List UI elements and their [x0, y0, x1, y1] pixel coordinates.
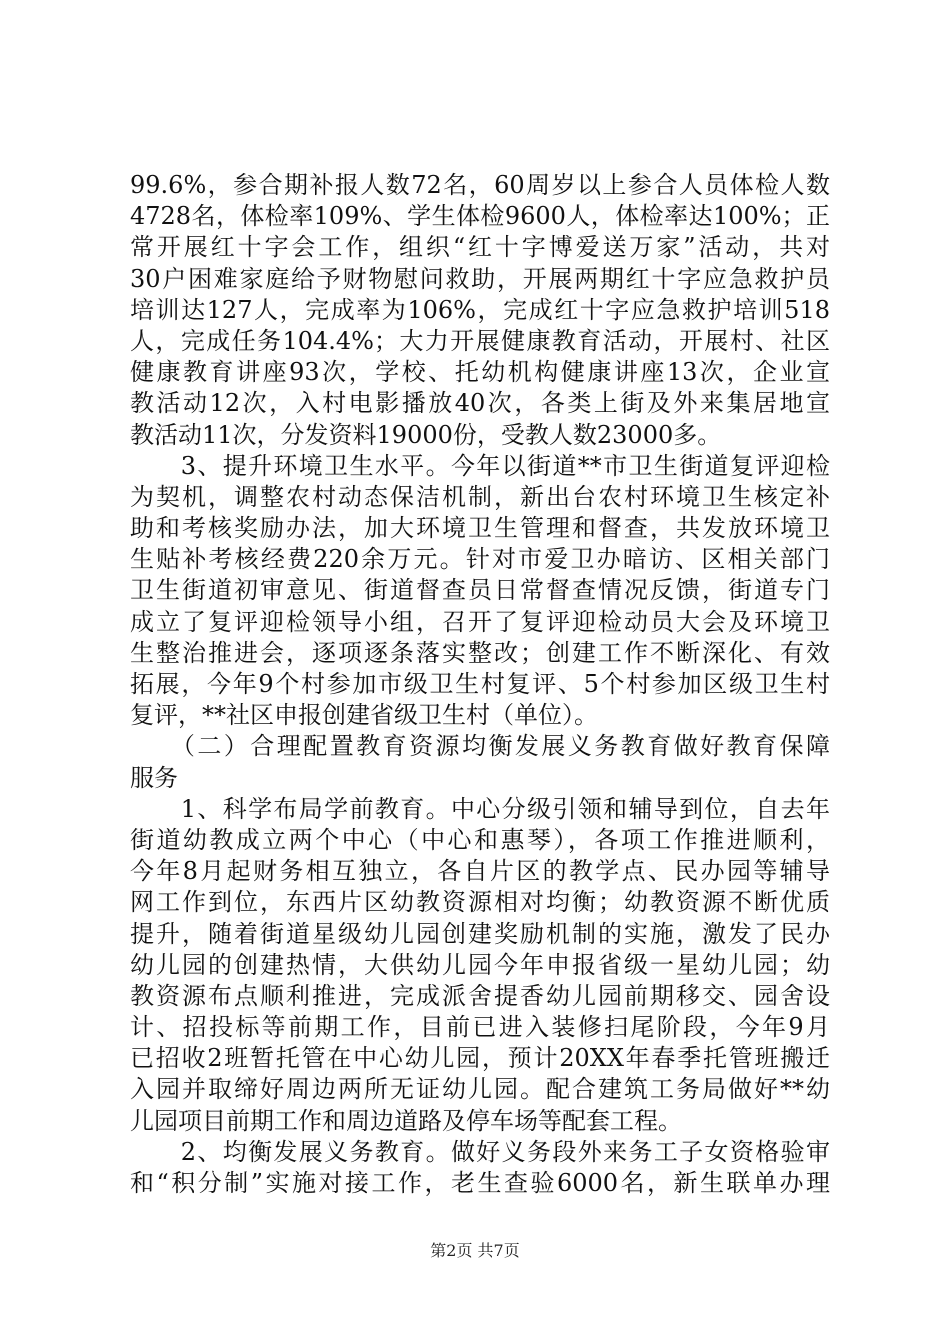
text-line: 入园并取缔好周边两所无证幼儿园。配合建筑工务局做好**幼: [130, 1075, 830, 1104]
text-line: 复评，**社区申报创建省级卫生村（单位）。: [130, 701, 598, 730]
text-line: （二）合理配置教育资源均衡发展义务教育做好教育保障: [130, 732, 830, 761]
text-line: 幼儿园的创建热情，大供幼儿园今年申报省级一星幼儿园；幼: [130, 950, 830, 979]
text-line: 教资源布点顺利推进，完成派舍提香幼儿园前期移交、园舍设: [130, 981, 830, 1010]
text-line: 3、提升环境卫生水平。今年以街道**市卫生街道复评迎检: [130, 451, 830, 480]
text-line: 2、均衡发展义务教育。做好义务段外来务工子女资格验审: [130, 1137, 830, 1166]
text-line: 拓展，今年9个村参加市级卫生村复评、5个村参加区级卫生村: [130, 670, 830, 698]
text-line: 已招收2班暂托管在中心幼儿园，预计20XX年春季托管班搬迁: [130, 1044, 830, 1073]
text-line: 教活动12次，入村电影播放40次，各类上街及外来集居地宣: [130, 389, 830, 418]
text-line: 和“积分制”实施对接工作，老生查验6000名，新生联单办理: [130, 1169, 830, 1197]
text-line: 人，完成任务104.4%；大力开展健康教育活动，开展村、社区: [130, 326, 830, 355]
text-line: 生贴补考核经费220余万元。针对市爱卫办暗访、区相关部门: [130, 545, 830, 574]
text-line: 街道幼教成立两个中心（中心和惠琴），各项工作推进顺利，: [130, 825, 830, 854]
text-line: 培训达127人，完成率为106%，完成红十字应急救护培训518: [130, 295, 830, 324]
text-line: 今年8月起财务相互独立，各自片区的教学点、民办园等辅导: [130, 857, 830, 886]
text-line: 教活动11次，分发资料19000份，受教人数23000多。: [130, 420, 722, 449]
text-line: 计、招投标等前期工作，目前已进入装修扫尾阶段，今年9月: [130, 1013, 830, 1042]
text-line: 为契机，调整农村动态保洁机制，新出台农村环境卫生核定补: [130, 482, 830, 511]
text-line: 30户困难家庭给予财物慰问救助，开展两期红十字应急救护员: [130, 264, 830, 293]
text-line: 助和考核奖励办法，加大环境卫生管理和督查，共发放环境卫: [130, 514, 830, 543]
text-line: 1、科学布局学前教育。中心分级引领和辅导到位，自去年: [130, 794, 830, 823]
text-line: 成立了复评迎检领导小组，召开了复评迎检动员大会及环境卫: [130, 607, 830, 636]
text-line: 99.6%，参合期补报人数72名，60周岁以上参合人员体检人数: [130, 171, 830, 199]
text-line: 服务: [130, 763, 178, 792]
text-line: 卫生街道初审意见、街道督查员日常督查情况反馈，街道专门: [130, 576, 830, 605]
text-line: 网工作到位，东西片区幼教资源相对均衡；幼教资源不断优质: [130, 888, 830, 917]
text-line: 常开展红十字会工作，组织“红十字博爱送万家”活动，共对: [130, 233, 830, 262]
body-text: [130, 170, 830, 1199]
text-line: 健康教育讲座93次，学校、托幼机构健康讲座13次，企业宣: [130, 358, 830, 387]
page-footer: 第2页 共7页: [430, 1241, 520, 1260]
text-line: 4728名，体检率109%、学生体检9600人，体检率达100%；正: [130, 202, 830, 231]
text-line: 儿园项目前期工作和周边道路及停车场等配套工程。: [130, 1106, 682, 1135]
text-line: 生整治推进会，逐项逐条落实整改；创建工作不断深化、有效: [130, 638, 830, 667]
text-line: 提升，随着街道星级幼儿园创建奖励机制的实施，激发了民办: [130, 919, 830, 948]
